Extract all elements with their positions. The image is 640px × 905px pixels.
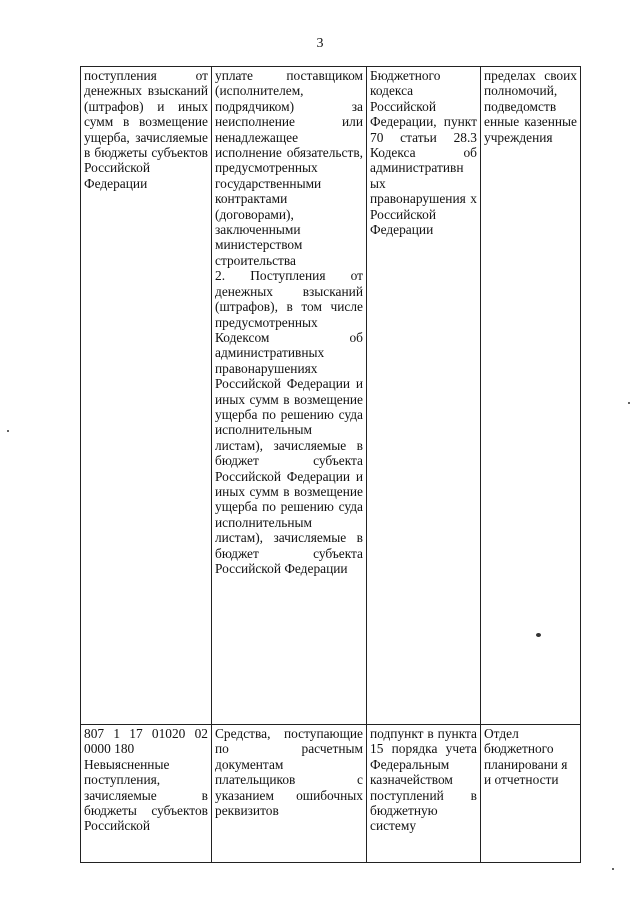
cell-paragraph: Бюджетного кодекса Российской Федерации, пункт 70 статьи 28.3 Кодекса об административн ых правонарушения х Российской Федерации [370,68,477,238]
scan-speck [628,402,630,404]
cell-paragraph: уплате поставщиком (исполнителем, подрядчиком) за неисполнение или ненадлежащее исполнение обязательств, предусмотренных государственными контрактами (договорами), заключенными министерством строительства [215,68,363,268]
cell-paragraph: поступления от денежных взысканий (штрафов) и иных сумм в возмещение ущерба, зачисляемые в бюджеты субъектов Российской Федерации [84,68,208,191]
administrator-cell [481,67,581,725]
scan-speck [7,430,9,432]
revenue-description-cell [81,67,212,725]
scan-speck [536,633,541,637]
table-row [81,725,581,863]
legal-basis-cell [367,725,481,863]
page-number: 3 [316,36,324,51]
legal-basis-cell [367,67,481,725]
revenue-type-cell [212,67,367,725]
cell-paragraph: Средства, поступающие по расчетным документам плательщиков с указанием ошибочных реквизитов [215,726,363,819]
cell-paragraph: пределах своих полномочий, подведомств енные казенные учреждения [484,68,577,145]
administrator-cell [481,725,581,863]
cell-paragraph: 2. Поступления от денежных взысканий (штрафов), в том числе предусмотренных Кодексом об административных правонарушениях Российской Федерации и иных сумм в возмещение ущерба по решению суда исполнительным листам), зачисляемые в бюджет субъекта Российской Федерации и иных сумм в возмещение ущерба по решению суда исполнительным листам), зачисляемые в бюджет субъекта Российской Федерации [215,268,363,576]
budget-revenue-table [80,66,581,863]
revenue-description-cell [81,725,212,863]
table-row [81,67,581,725]
cell-paragraph: Отдел бюджетного планировани я и отчетности [484,726,568,788]
cell-paragraph: 807 1 17 01020 02 0000 180 [84,726,208,757]
cell-paragraph: Невыясненные поступления, зачисляемые в бюджеты субъектов Российской [84,756,208,834]
scan-speck [612,868,614,870]
revenue-type-cell [212,725,367,863]
cell-paragraph: подпункт в пункта 15 порядка учета Федеральным казначейством поступлений в бюджетную систему [370,726,477,834]
